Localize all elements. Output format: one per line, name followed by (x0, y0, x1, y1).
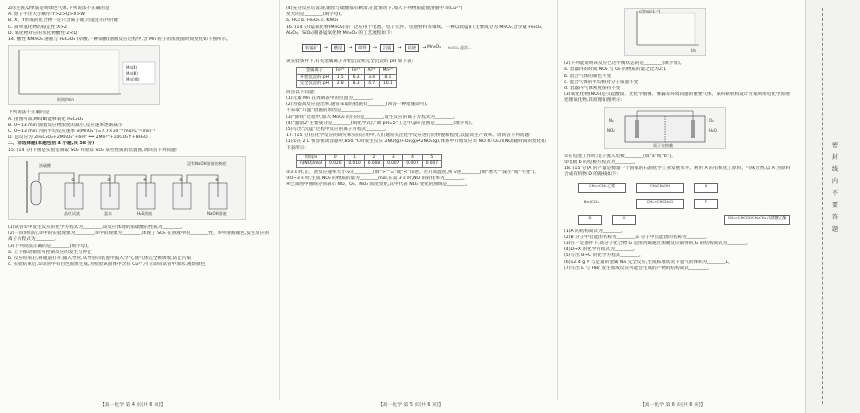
arrow-icon: → (372, 44, 377, 51)
text-line: (1)①在 2 L 恒容密闭容器中,850 ℃时发生反应 2NO(g)+O₂(g)⇌2NO₂(g),体系中开始反应有 NO 和 O₂,n(NO)随时间的变化如下表所示: (286, 139, 546, 151)
mn-concentration-chart (8, 45, 160, 105)
table-cell: 0.007 (403, 161, 422, 168)
x-axis-label: 时间/min (57, 97, 74, 103)
question-16: 16. (14 分)锰氧化物(MnO₂)等广泛应用于电池、电子元件、电池材料等领域。一种以软锰矿(主要成分为 MnO₂,含少量 Fe₂O₃、Al₂O₃、SiO₂)制备锰氧化物 Mn₃O₄ 的工艺流程如下: (286, 24, 546, 36)
x-axis-label: t/s (691, 48, 696, 53)
table-cell: 10.1 (379, 81, 396, 88)
arrow-icon: → (397, 44, 402, 51)
page-5-column (286, 6, 548, 188)
text-line: (2)为提高反应浸出率,通常采取的措施有________(回答一种措施即可), (286, 102, 428, 108)
no-time-table (296, 154, 442, 168)
flow-product: Mn₃O₄ (427, 44, 441, 50)
table-header: 时间/s (297, 154, 326, 161)
flow-note: H₂SO₄ 滤渣… (447, 44, 472, 50)
binding-strip (805, 0, 860, 413)
text-line: b. 混合气体的颜色不变 (564, 73, 612, 79)
bottle-label: 品红试液 (64, 210, 80, 216)
text-line: 回答以下问题: (286, 89, 316, 95)
synthesis-scheme (564, 181, 792, 227)
chart-area (637, 13, 695, 45)
text-line: 该实验条件下,有关金属离子开始沉淀和完全沉淀的 pH 如下表: (286, 59, 414, 65)
text-line: B. 0~13 min 随着反应物浓度的减小,反应速率逐渐减小 (8, 122, 123, 128)
text-line: (5)写出“沉锰”过程中反应的离子方程式________。 (286, 126, 390, 132)
flow-step: 软锰矿 (302, 44, 321, 52)
table-header: Fe²⁺ (348, 68, 364, 75)
scheme-reagent: Br₂/CCl₄ (584, 198, 599, 204)
table-cell: 6.3 (348, 74, 364, 81)
scheme-box: G (612, 215, 636, 225)
table-cell: 0.007 (422, 161, 441, 168)
table-header: Fe³⁺ (332, 68, 348, 75)
electrode-a (635, 120, 639, 138)
input-right: H₂O (709, 127, 717, 133)
question-18: 18. (15 分)A 的产量是衡量一个国家的石油化学工业发展水平。利用 A 的有机化工原料、气味芳香,以 A 为原料合成有机物 D 的路线如下: (564, 166, 791, 178)
table-cell: 0.010 (345, 161, 364, 168)
text-line: 变大的是________(填字母)。 (286, 12, 345, 18)
arrow-icon: → (323, 44, 328, 51)
table-cell: 2.8 (332, 81, 348, 88)
table-header: 4 (403, 154, 422, 161)
arrow-icon: → (421, 44, 427, 51)
so2-apparatus-diagram (8, 156, 246, 220)
text-line: (4)“滤渣2”主要成分是________(填化学式),“调 pH=5”工艺中,pH 范围是________(填字母)。 (286, 120, 476, 126)
text-line: ②3 s 时,正、逆反应速率大小:v正________(填“>”“=”或“<”)v逆。若升高温度,则 v逆________(填“增大”“减小”或“不变”)。 (286, 169, 539, 175)
bottle-label: H₂S溶液 (137, 210, 153, 216)
test-tube (31, 181, 41, 205)
question-17: 17. (15 分)在化学反应的研究和实际应用中,人们通常关注化学反应进行的快慢和程度,以提高生产效率。请回答下列问题: (286, 133, 531, 139)
column-divider (557, 0, 558, 400)
text-line: 下列说法不正确的是 (8, 110, 50, 116)
text-line: Z同主族,Q单质是黄绿色气体,下列说法不正确的是 (8, 6, 110, 11)
ph-table (296, 67, 397, 88)
chart-area (19, 50, 119, 94)
table-cell: 0.020 (326, 161, 345, 168)
page-footer: 【高一化学 第 5 页(共 6 页)】 (378, 403, 444, 408)
table-header: 5 (422, 154, 441, 161)
apparatus-number: ⑥ (215, 176, 219, 182)
text-line: A. 由图可知,Mn(Ⅲ)能够氧化 H₂C₂O₄ (8, 116, 84, 122)
text-line: a. HCl b. Fe₂O₃ c. KNO₃ (286, 18, 339, 24)
bottle-label: 氯水 (104, 210, 112, 216)
scheme-box: CH₂=CHCH₂Cl (636, 199, 684, 209)
process-flow (300, 39, 548, 57)
section-heading: 二、非选择题(本题包括 4 小题,共 58 分) (8, 141, 95, 147)
text-line: ③0~3 s 时,生成 NO₂ 的物质的量为________mol,在第 3 s 时,NO 的转化率为________。 (286, 175, 468, 181)
table-header: Mn²⁺ (379, 68, 396, 75)
sulfuric-acid-label: 浓硫酸 (39, 162, 51, 168)
text-line: (1)元素 Mn 在周期表中的位置为________。 (286, 95, 376, 101)
text-line: C. 0~13 min 内的平均反应速率 v(MnO₄⁻)=7.7×10⁻⁴ mol·L⁻¹·min⁻¹ (8, 129, 156, 135)
text-line: (2)B 分子中官能团名称为________,E 分子中官能团的名称为________。 (564, 234, 710, 240)
table-cell: 0.008 (364, 161, 383, 168)
table-cell: 8.3 (348, 81, 364, 88)
table-header: 2 (364, 154, 383, 161)
table-cell: 完全沉淀的 pH (297, 81, 333, 88)
flow-step: 酸浸 (331, 44, 345, 52)
text-line: (3)氧化化物(NO₂)是引起酸雨、光化学烟雾、雾霾等环境问题的重要气体。某科研机构设计方案利用电化学原理处理氧化物,其原理如图所示: (564, 92, 790, 104)
table-row (297, 161, 442, 168)
table-cell: 8.1 (379, 74, 396, 81)
page-footer: 【高一化学 第 4 页(共 6 页)】 (100, 403, 166, 408)
text-line: (3)下列说法正确的是________(填字母)。 (8, 243, 92, 249)
text-line: D. 氧化物对应的水化物酸性:Z<Q (8, 30, 78, 36)
text-line: ④已知图中曲线分别表示 NO、O₂、NO₂ 浓度变化,其中代表 NO₂ 变化的曲线是________。 (286, 182, 471, 188)
text-line: (1)试管①中发生反应的化学方程式为________,该反应体现的浓硫酸的性质为________。 (8, 225, 186, 231)
output-right: O₂ (709, 117, 714, 123)
bottle-label: NaOH溶液 (207, 210, 227, 216)
text-line: (2)一段时间后,③中的实验现象为________,⑤中的现象为________,体现了 SO₂ 在溶液中的________性。⑤中溶液褪色,发生反应的离子方程式为________。 (8, 231, 270, 243)
membrane-label: 质子交换膜 (653, 142, 673, 148)
text-line: a. 容器内的时间 NO₂ 与 O₂ 的物质的量之比为2:1 (564, 67, 667, 73)
page-4-column (8, 6, 270, 268)
text-line: (4)充分反应后发现,铜丝与硫酸都有剩余,在此情况下,加入下列物质能使溶液中 n(Cu²⁺) (286, 6, 463, 11)
table-header: 3 (384, 154, 403, 161)
text-line: (2)下列能说明该反应已达平衡状态的是________(填字母)。 (564, 61, 685, 67)
concentration-time-graph (624, 8, 706, 56)
scheme-box: CH₂=CHCOOCH₂CH₃ 丙烯酸乙酯 (724, 215, 790, 225)
apparatus-number: ④ (143, 176, 147, 182)
text-line: (7)写出 E 与 HBr 发生加成反应可能会生成的产物的结构简式________。 (564, 265, 712, 271)
table-header: 1 (345, 154, 364, 161)
page-footer: 【高一化学 第 6 页(共 6 页)】 (640, 403, 706, 408)
table-cell: 开始沉淀的 pH (297, 74, 333, 81)
table-cell: 0.007 (384, 161, 403, 168)
text-line: ①在电池工作时,电子流入电极________(填“a”或“b”)。 (564, 153, 676, 159)
table-cell: 3.4 (364, 74, 379, 81)
table-header: Al³⁺ (364, 68, 379, 75)
output-left: N₂ (609, 117, 614, 123)
question-15: 15. (14 分)下图是实验室制取 SO₂ 并验证 SO₂ 某些性质的装置图,请回答下列问题: (8, 147, 178, 153)
text-line: B. X、Y形成的化合物一定只含离子键,可能还有共价键 (8, 18, 118, 24)
text-line: c. 实验结束后,①试管中有白色固体生成,为检验该固体中含有 Cu²⁺,可立即向试管中加水,观察颜色 (8, 262, 206, 268)
text-line: (4)D→X 的化学方程式为________。 (564, 247, 638, 253)
apparatus-number: ② (71, 176, 75, 182)
apparatus-number: ③ (107, 176, 111, 182)
text-line: (5)写出 B→C 的化学方程式________。 (564, 253, 644, 259)
table-cell: 4.7 (364, 81, 379, 88)
table-cell: n(NO)/mol (297, 161, 326, 168)
column-divider (279, 0, 280, 400)
scheme-box: CH₃CH₂OH (636, 183, 684, 193)
legend-mn7: Mn(Ⅶ) (126, 77, 140, 83)
text-line: (1)A 的结构简式为________。 (564, 228, 626, 234)
text-line: c. 混合气体的平均相对分子质量不变 (564, 79, 639, 85)
table-header: 金属离子 (297, 68, 333, 75)
cotton-label: 浸有NaOH溶液的棉花 (187, 160, 227, 166)
electrode-b (691, 120, 695, 138)
text-line: a. 上下移动铜丝可控制反应的发生与停止 (8, 249, 92, 255)
text-line: 不采取“升温”措施的原因是________。 (286, 108, 365, 114)
text-line: d. 容器内气体密度保持不变 (564, 86, 621, 92)
scheme-box: D (578, 215, 602, 225)
text-line: b. 反应结束后,将通道打开,插入导管,从导管向装置中鼓入空气,使气体完全被吸收,防止污染 (8, 256, 192, 262)
text-line: C. 简单氢化物的稳定性:X>Z (8, 24, 68, 30)
table-header: 0 (326, 154, 345, 161)
flow-step: 除铁 (355, 44, 369, 52)
seal-notice: 密 封 线 内 不 要 答 题 (832, 142, 839, 233)
text-line: (3)在一定条件下,高分子化合物 G 是由丙烯通过加聚反应制得的,G 的结构简式为________。 (564, 241, 751, 247)
scheme-box: F (694, 199, 718, 209)
legend-mn3: Mn(Ⅲ) (126, 71, 138, 77)
scheme-box: X (694, 183, 718, 193)
text-line: D. 总反应为 2H₂C₂O₄+2MnO₄⁻+6H⁺ ══ 2Mn²⁺+10CO₂↑+8H₂O (8, 135, 148, 141)
scheme-box: CH₂=CH₂ 乙烯 (578, 183, 626, 193)
text-line: A. 原子半径大小顺序:Y>Z>Q>X>W (8, 12, 85, 18)
flow-step: 焙烧 (405, 44, 419, 52)
electrochemical-cell-diagram (604, 107, 726, 149)
table-cell: 1.5 (332, 74, 348, 81)
text-line: (3)“除铁”过程中,加入 MnO₂ 的目的是________,发生反应的离子方程式为________。 (286, 114, 458, 120)
table-row (297, 81, 397, 88)
seal-line (822, 8, 823, 404)
apparatus-number: ⑤ (179, 176, 183, 182)
arrow-icon: → (348, 44, 353, 51)
text-line: (6)12.4 g Y 与足量的金属 Na 完全反应,生成标准状况下氢气的体积为________L。 (564, 259, 733, 265)
page-6-column (564, 6, 792, 272)
legend-mn2: Mn(Ⅱ) (126, 65, 138, 71)
text-line: ②电极 b 的电极方程式为________。 (564, 160, 639, 166)
question-14: 14. 酸性 KMnO₄ 溶液与 H₂C₂O₄ (草酸,一种弱酸)溶液反应过程中,含 Mn 粒子的浓度随时间变化如下图所示。 (8, 37, 231, 43)
input-left: NO₂ (607, 127, 615, 133)
y-axis-label: c/(mol·L⁻¹) (639, 9, 661, 14)
flow-step: 沉锰 (380, 44, 394, 52)
